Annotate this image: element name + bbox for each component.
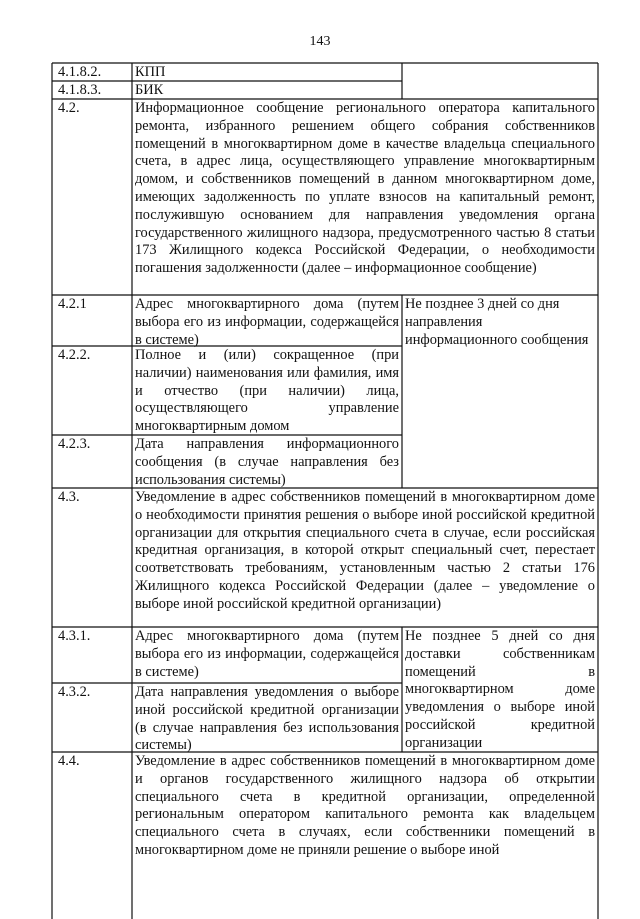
- row-num-4-2-3: 4.2.3.: [58, 436, 91, 452]
- row-text-address-2: Адрес многоквартирного дома (путем выбора его из информации, содержащейся в системе): [135, 628, 399, 680]
- row-text-bik: БИК: [135, 82, 164, 98]
- row-text-bank-notice: Уведомление в адрес собственников помещений в многоквартирном доме о необходимости принятия решения о выборе иной российской кредитной организации для открытия специального счета в случае, если российская кредитная организация, в которой открыт специальный счет, перестает соответствовать требованиям, установленным частью 2 статьи 176 Жилищного кодекса Российской Федерации (далее – уведомление о выборе иной российской кредитной организации): [135, 489, 595, 612]
- row-text-info-message: Информационное сообщение регионального оператора капитального ремонта, избранного решением общего собрания собственников помещений в многоквартирном доме в качестве владельца специального счета, в адрес лица, осуществляющего управление многоквартирным домом, и собственников помещений в данном многоквартирном доме, имеющих задолженность по уплате взносов на капитальный ремонт, послужившую основанием для направления уведомления органа государственного жилищного надзора, предусмотренного частью 8 статьи 173 Жилищного кодекса Российской Федерации, о необходимости погашения задолженности (далее – информационное сообщение): [135, 100, 595, 277]
- row-text-bank-notice-date: Дата направления уведомления о выборе иной российской кредитной организации (в случае направления без использования системы): [135, 684, 399, 754]
- row-num-4-1-8-2: 4.1.8.2.: [58, 64, 102, 80]
- deadline-info-message: Не позднее 3 дней со дня направления информационного сообщения: [405, 296, 589, 348]
- row-num-4-2-1: 4.2.1: [58, 296, 87, 312]
- page-number: 143: [309, 34, 331, 49]
- row-text-manager-name: Полное и (или) сокращенное (при наличии) наименования или фамилия, имя и отчество (при наличии) лица, осуществляющего управление многоквартирным домом: [135, 347, 399, 435]
- row-num-4-3-1: 4.3.1.: [58, 628, 91, 644]
- deadline-bank-notice: Не позднее 5 дней со дня доставки собственникам помещений в многоквартирном доме уведомления о выборе иной российской кредитной организации: [405, 628, 595, 751]
- row-num-4-2: 4.2.: [58, 100, 80, 116]
- row-text-kpp: КПП: [135, 64, 166, 80]
- row-num-4-3-2: 4.3.2.: [58, 684, 91, 700]
- row-text-info-date: Дата направления информационного сообщения (в случае направления без использования системы): [135, 436, 399, 488]
- row-num-4-1-8-3: 4.1.8.3.: [58, 82, 102, 98]
- row-num-4-3: 4.3.: [58, 489, 80, 505]
- row-text-special-account-notice: Уведомление в адрес собственников помещений в многоквартирном доме и органов государственного жилищного надзора об открытии специального счета в кредитной организации, определенной региональным оператором капитального ремонта как владельцем специального счета в случаях, если собственники помещений в многоквартирном доме не приняли решение о выборе иной: [135, 753, 595, 858]
- row-num-4-4: 4.4.: [58, 753, 80, 769]
- row-num-4-2-2: 4.2.2.: [58, 347, 91, 363]
- row-text-address: Адрес многоквартирного дома (путем выбора его из информации, содержащейся в системе): [135, 296, 399, 348]
